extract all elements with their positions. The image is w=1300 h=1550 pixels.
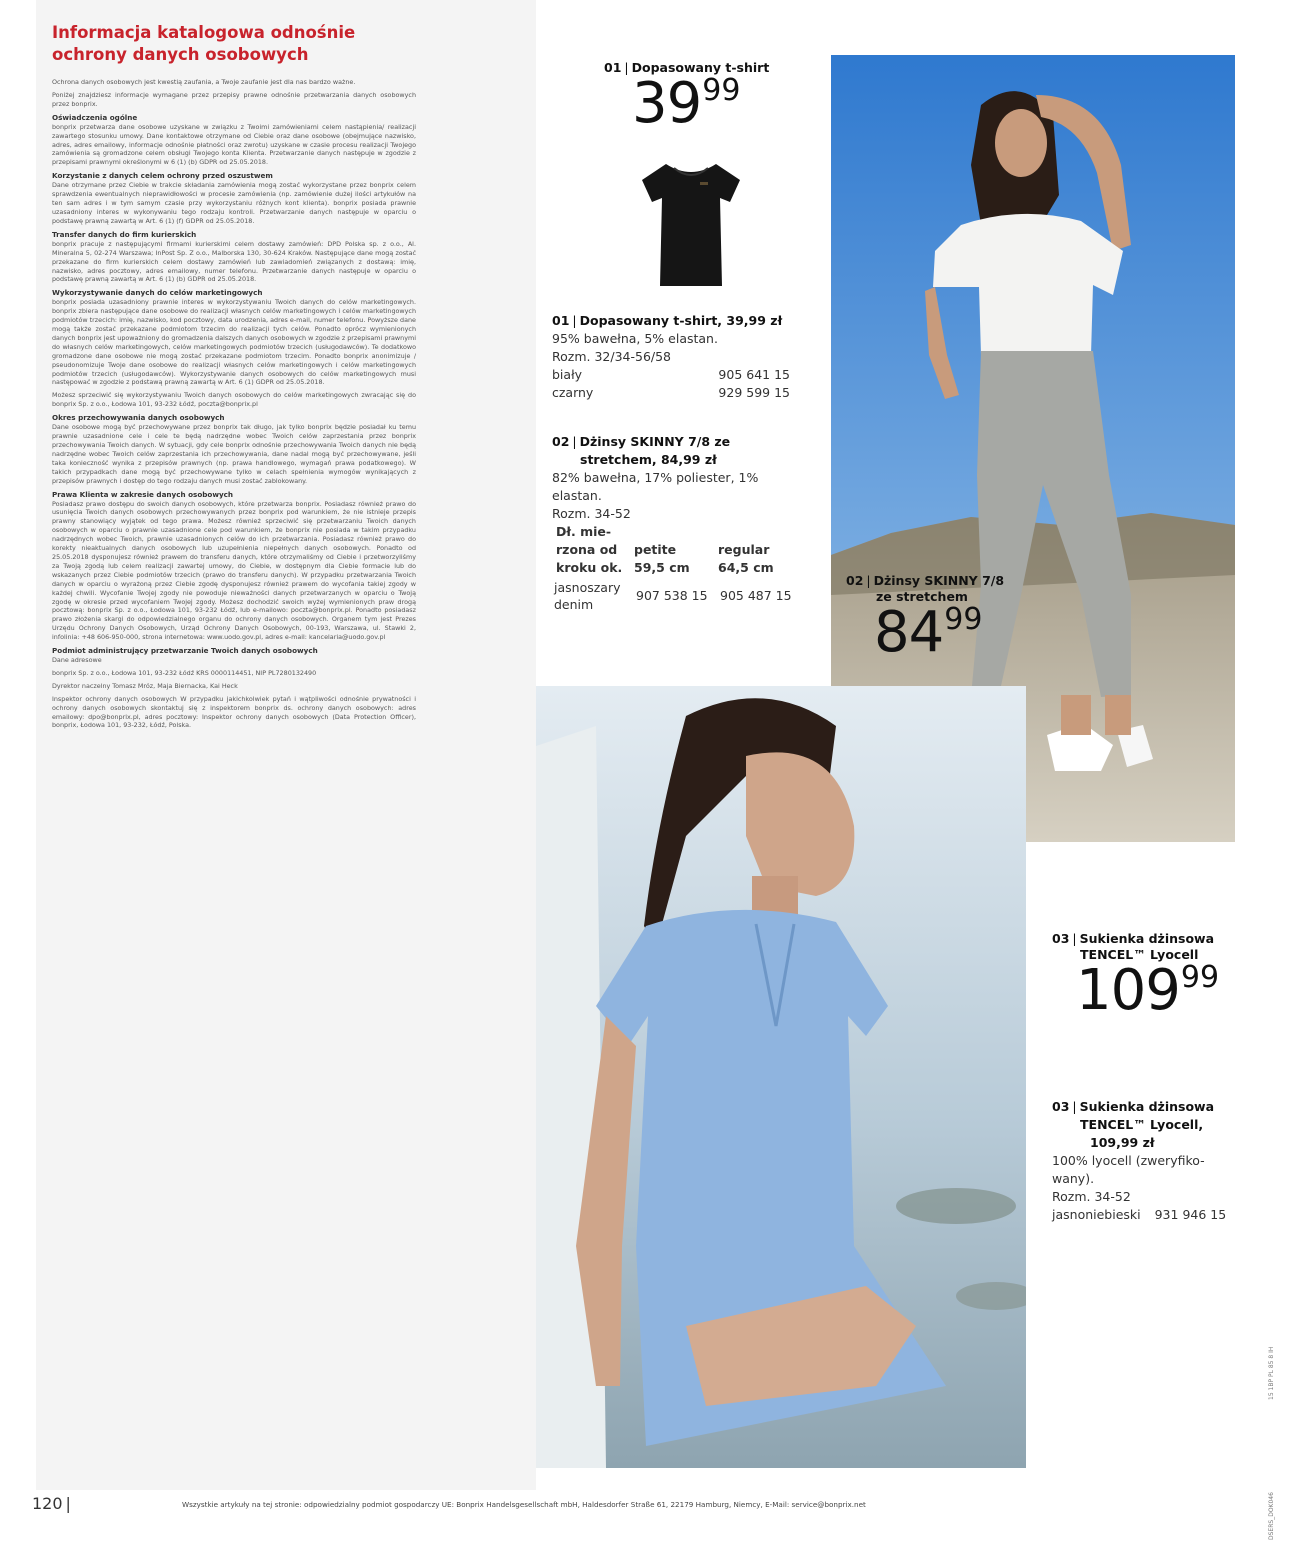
- section-title: Oświadczenia ogólne: [52, 112, 138, 122]
- regular-code: 905 487 15: [720, 588, 792, 603]
- product2-detail-number: 02: [552, 434, 570, 449]
- product2-label-name-1: Dżinsy SKINNY 7/8: [873, 573, 1005, 588]
- section-paragraph: bonprix Sp. z o.o., Łodowa 101, 93-232 Łódź KRS 0000114451, NIP PL7280132490: [52, 668, 317, 677]
- product1-price-dec: 99: [702, 73, 741, 108]
- product1-price-int: 39: [632, 71, 702, 136]
- section-title: Podmiot administrujący przetwarzanie Twoich danych osobowych: [52, 646, 318, 656]
- product1-variant-color: czarny: [552, 385, 594, 400]
- model-photo-denim-dress: [536, 686, 1026, 1468]
- product3-detail-3: 109,99 zł: [1090, 1135, 1155, 1150]
- regular-length: 64,5 cm: [718, 560, 774, 575]
- product3-material-1: 100% lyocell (zweryfiko-: [1052, 1153, 1205, 1168]
- product2-sizes: Rozm. 34-52: [552, 506, 631, 521]
- product1-material: 95% bawełna, 5% elastan.: [552, 331, 718, 346]
- legal-info-content: [52, 22, 416, 734]
- petite-code: 907 538 15: [636, 588, 708, 603]
- section-paragraph: Poniżej znajdziesz informacje wymagane przez przepisy prawne odnośnie przetwarzania danych osobowych przez bonprix.: [52, 90, 416, 108]
- section-title: Korzystanie z danych celem ochrony przed oszustwem: [52, 171, 273, 181]
- section-title: Transfer danych do firm kurierskich: [52, 229, 197, 239]
- section-paragraph: bonprix pracuje z następującymi firmami kurierskimi celem dostawy zamówień: DPD Polska sp. z o.o., Al. Mineralna 5, 02-274 Warszawa; InPost Sp. Z o.o., Malborska 130, 30-624 Kraków. Następujące dane mogą zostać przekazane do firm kurierskich celem dostawy zamówień lub zawiadomień związanych z dostawą: imię, nazwisko, adres pocztowy, adres emailowy, numer telefonu. Przetwarzanie danych następuje w oparciu o podstawę prawną zawartą w Art. 6 (1) (b) GDPR od 25.05.2018.: [52, 239, 416, 284]
- product2-color: denim: [554, 597, 594, 612]
- product1-detail-title: Dopasowany t-shirt, 39,99 zł: [579, 313, 783, 328]
- section-paragraph: Możesz sprzeciwić się wykorzystywaniu Twoich danych osobowych do celów marketingowych zwracając się do bonprix Sp. z o.o., Łodowa 101, 93-232 Łódź, poczta@bonprix.pl: [52, 391, 416, 409]
- product2-label-name-2: ze stretchem: [876, 589, 968, 604]
- section-paragraph: Dane adresowe: [52, 656, 102, 665]
- product2-detail-title: Dżinsy SKINNY 7/8 ze: [579, 434, 731, 449]
- section-paragraph: Posiadasz prawo dostępu do swoich danych osobowych, które przetwarza bonprix. Posiadasz również prawo do usunięcia Twoich danych osobowych przechowywanych przez bonprix pod warunkiem, że nie istnieje przepis prawny stanowiący wyjątek od tego prawa. Możesz również sprzeciwić się przetwarzaniu Twoich danych osobowych w oparciu o prawnie uzasadnione cele pod warunkiem, że bonprix nie posiada w takim przypadku nadrzędnych wobec Twoich, prawnie uzasadnionych celów do ich przetwarzania. Posiadasz również prawo do korekty nieaktualnych danych osobowych lub uzupełnienia niepełnych danych osobowych. Ponadto od 25.05.2018 dysponujesz również prawem do transferu danych, które otrzymaliśmy od Ciebie i przetworzyliśmy za Twoją zgodą lub celem realizacji zawartej umowy, do Ciebie, w dostępnym dla Ciebie formacie lub do wskazanych przez Ciebie podmiotów trzecich (prawo do transferu danych). W przypadku przetwarzania Twoich danych w oparciu o wyrażoną przez Ciebie zgodę dysponujesz również prawem do wycofania takiej zgody w każdej chwili. Wycofanie Twojej zgody nie powoduje nieważności danych przetwarzanych w oparciu o Twoją zgodę w okresie przed wycofaniem Twojej zgody. Możesz dochodzić swoich wyżej wymienionych praw drogą pocztową: bonprix Sp. z o.o., Łodowa 101, 93-232 Łódź, lub e-mailowo: poczta@bonprix.pl. Ponadto posiadasz prawo złożenia skargi do odpowiedzialnego organu do ochrony danych osobowych. Organem tym jest Prezes Urzędu Ochrony Danych Osobowych, Urząd Ochrony Danych Osobowych, 00-193, Warszawa, ul. Stawki 2, infolinia: +48 606-950-000, strona internetowa: www.uodo.gov.pl, adres e-mail: kancelaria@uodo.gov.pl: [52, 499, 416, 642]
- product1-name: Dopasowany t-shirt: [631, 60, 770, 75]
- section-paragraph: Inspektor ochrony danych osobowych W przypadku jakichkolwiek pytań i wątpliwości odnośnie prywatności i ochrony danych osobowych skontaktuj się z inspektorem bonprix ds. ochrony danych osobowych: adres emailowy: dpo@bonprix.pl, adres pocztowy: Inspektor ochrony danych osobowych (Data Protection Officer), bonprix, Łodowa 101, 93-232, Łódź, Polska.: [52, 694, 416, 730]
- product3-price-label: 03 | Sukienka dżinsowa TENCEL™ Lyocell 10999: [1052, 930, 1272, 1023]
- product3-details: 03 | Sukienka dżinsowa TENCEL™ Lyocell, 109,99 zł 100% lyocell (zweryfiko- wany). Rozm. 34-52 jasnoniebieski 931 946 15: [1052, 1098, 1272, 1224]
- product1-variant-code: 905 641 15: [718, 367, 790, 382]
- petite-header: petite: [634, 542, 677, 557]
- regular-header: regular: [718, 542, 770, 557]
- product3-detail-1: Sukienka dżinsowa: [1079, 1099, 1215, 1114]
- petite-length: 59,5 cm: [634, 560, 690, 575]
- section-paragraph: Dane otrzymane przez Ciebie w trakcie składania zamówienia mogą zostać wykorzystane przez bonprix celem sprawdzenia ewentualnych nieprawidłowości w procesie zamówienia (np. zamówienie dużej ilości artykułów na ten sam adres i w tym samym czasie przy wykorzystaniu różnych kont klienta). bonprix posiada prawnie uzasadniony interes w wykonywaniu tego rodzaju kontroli. Przetwarzanie danych następuje w oparciu o podstawę prawną zawartą w Art. 6 (1) (f) GDPR od 25.05.2018.: [52, 181, 416, 225]
- product1-variant-row: [552, 366, 790, 384]
- product2-price-dec: 99: [944, 602, 983, 637]
- tshirt-product-image: [636, 158, 746, 290]
- product2-color: jasnoszary: [554, 580, 621, 595]
- length-label: rzona od: [556, 542, 618, 557]
- product3-name-2: TENCEL™ Lyocell: [1080, 947, 1199, 962]
- section-paragraph: bonprix przetwarza dane osobowe uzyskane w związku z Twoimi zamówieniami celem nastąpienia/ realizacji zawartego stosunku umowy. Dane kontaktowe otrzymane od Ciebie oraz dane osobowe (obejmujące nazwisko, adres, adres emailowy, informacje odnośnie płatności oraz zwrotu) uzyskane w czasie procesu realizacji Twojego zamówienia są gromadzone celem obsługi Twojego konta Klienta. Przetwarzanie danych następuje w zgodzie z przepisami prawnymi określonymi w 6 (1) (b) GDPR od 25.05.2018.: [52, 122, 416, 167]
- product3-price-int: 109: [1076, 958, 1180, 1023]
- legal-info-column: [36, 0, 536, 1490]
- footer-legal-text: Wszystkie artykuły na tej stronie: odpowiedzialny podmiot gospodarczy UE: Bonprix Handelsgesellschaft mbH, Haldesdorfer Straße 61, 22179 Hamburg, Niemcy, E-Mail: service@bonprix.net: [182, 1500, 866, 1509]
- product3-variant-row: [1052, 1206, 1272, 1224]
- product1-sizes: Rozm. 32/34-56/58: [552, 349, 672, 364]
- section-title: Okres przechowywania danych osobowych: [52, 413, 225, 423]
- product3-number: 03: [1052, 931, 1070, 946]
- section-paragraph: Dane osobowe mogą być przechowywane przez bonprix tak długo, jak tylko bonprix będzie posiadał ku temu prawnie uzasadnione cele i cele te będą nadrzędne wobec Twoich celów zaprzestania przez bonprix przechowywania Twoich danych. W sytuacji, gdy cele bonprix odnośnie przechowywania Twoich danych nie będą nadrzędne wobec Twoich celów zaprzestania ich przechowywania, dane nadal mogą być przechowywane, jeśli taka konieczność wynika z przepisów prawnych (np. prawa handlowego, wymagań prawa podatkowego). W takich przypadkach dane mogą być przechowywane tylko w celach spełnienia wymogów wynikających z przepisów prawnych i dostęp do tego rodzaju danych musi zostać zablokowany.: [52, 423, 416, 485]
- product1-variant-code: 929 599 15: [718, 385, 790, 400]
- product2-price-label: 02 | Dżinsy SKINNY 7/8 ze stretchem 8499: [846, 572, 1046, 665]
- page-number: 120 |: [32, 1494, 71, 1513]
- section-paragraph: bonprix posiada uzasadniony prawnie interes w wykorzystywaniu Twoich danych do celów marketingowych. bonprix zbiera następujące dane osobowe do realizacji własnych celów marketingowych i celów marketingowych podmiotów trzecich: imię, nazwisko, kod pocztowy, data urodzenia, adres e-mail, numer telefonu. Powyższe dane mogą także zostać przekazane podmiotom trzecim do realizacji tych celów. Ponadto oprócz wymienionych danych bonprix jest upoważniony do gromadzenia dalszych danych osobowych w zgodzie z przepisami prawnymi do własnych celów marketingowych, celów marketingowych podmiotów trzecich (usługodawców). Te dodatkowo gromadzone dane osobowe nie mogą zostać przekazane podmiotom trzecim. Ponadto bonprix anonimizuje / pseudonomizuje Twoje dane osobowe do realizacji własnych celów marketingowych i celów marketingowych podmiotów trzecich (usługodawców). Wykorzystywanie danych osobowych do celów marketingowych musi następować w zgodzie z podstawą prawną zawartą w Art. 6 (1) GDPR od 25.05.2018.: [52, 298, 416, 387]
- product1-price-block: 01 | Dopasowany t-shirt 3999: [604, 60, 770, 136]
- product1-details: 01 | Dopasowany t-shirt, 39,99 zł 95% bawełna, 5% elastan. Rozm. 32/34-56/58 biały 905 641 15 czarny 929 599 15: [552, 312, 802, 402]
- product3-sizes: Rozm. 34-52: [1052, 1189, 1131, 1204]
- product2-price-int: 84: [874, 600, 944, 665]
- product3-variant-code: 931 946 15: [1154, 1207, 1227, 1222]
- length-label: Dł. mie-: [556, 524, 612, 539]
- product1-detail-number: 01: [552, 313, 570, 328]
- product1-variant-row: [552, 384, 790, 402]
- product2-detail-title-2: stretchem, 84,99 zł: [580, 452, 717, 467]
- product2-size-table: [552, 523, 802, 613]
- length-label: kroku ok.: [556, 560, 623, 575]
- product3-price-dec: 99: [1180, 960, 1220, 995]
- product2-number: 02: [846, 573, 864, 588]
- section-title: Wykorzystywanie danych do celów marketingowych: [52, 288, 263, 298]
- product2-details: 02 | Dżinsy SKINNY 7/8 ze stretchem, 84,99 zł 82% bawełna, 17% poliester, 1% elastan. Rozm. 34-52 Dł. mie- rzona od kroku ok. petite regular 59,5 cm 64,5 cm jasnoszary denim 907 538 15 905 487 15: [552, 433, 802, 613]
- section-title: Prawa Klienta w zakresie danych osobowych: [52, 489, 234, 499]
- product1-variant-color: biały: [552, 367, 583, 382]
- section-paragraph: Dyrektor naczelny Tomasz Mróz, Maja Biernacka, Kai Heck: [52, 681, 238, 690]
- side-print-code: DSERS_DOK046: [1268, 1492, 1275, 1540]
- legal-sections: [52, 78, 416, 730]
- product3-name-1: Sukienka dżinsowa: [1079, 931, 1215, 946]
- product1-number: 01: [604, 60, 622, 75]
- page-title: Informacja katalogowa odnośnie ochrony danych osobowych: [52, 23, 356, 64]
- product3-detail-number: 03: [1052, 1099, 1070, 1114]
- section-paragraph: Ochrona danych osobowych jest kwestią zaufania, a Twoje zaufanie jest dla nas bardzo ważne.: [52, 78, 356, 86]
- page-number-value: 120: [32, 1494, 63, 1513]
- product3-material-2: wany).: [1052, 1171, 1095, 1186]
- product3-detail-2: TENCEL™ Lyocell,: [1080, 1117, 1204, 1132]
- side-print-code: 15 1BP PL 85 8 IH: [1268, 1346, 1275, 1400]
- product3-variant-color: jasnoniebieski: [1052, 1207, 1141, 1222]
- product2-material: 82% bawełna, 17% poliester, 1% elastan.: [552, 470, 759, 503]
